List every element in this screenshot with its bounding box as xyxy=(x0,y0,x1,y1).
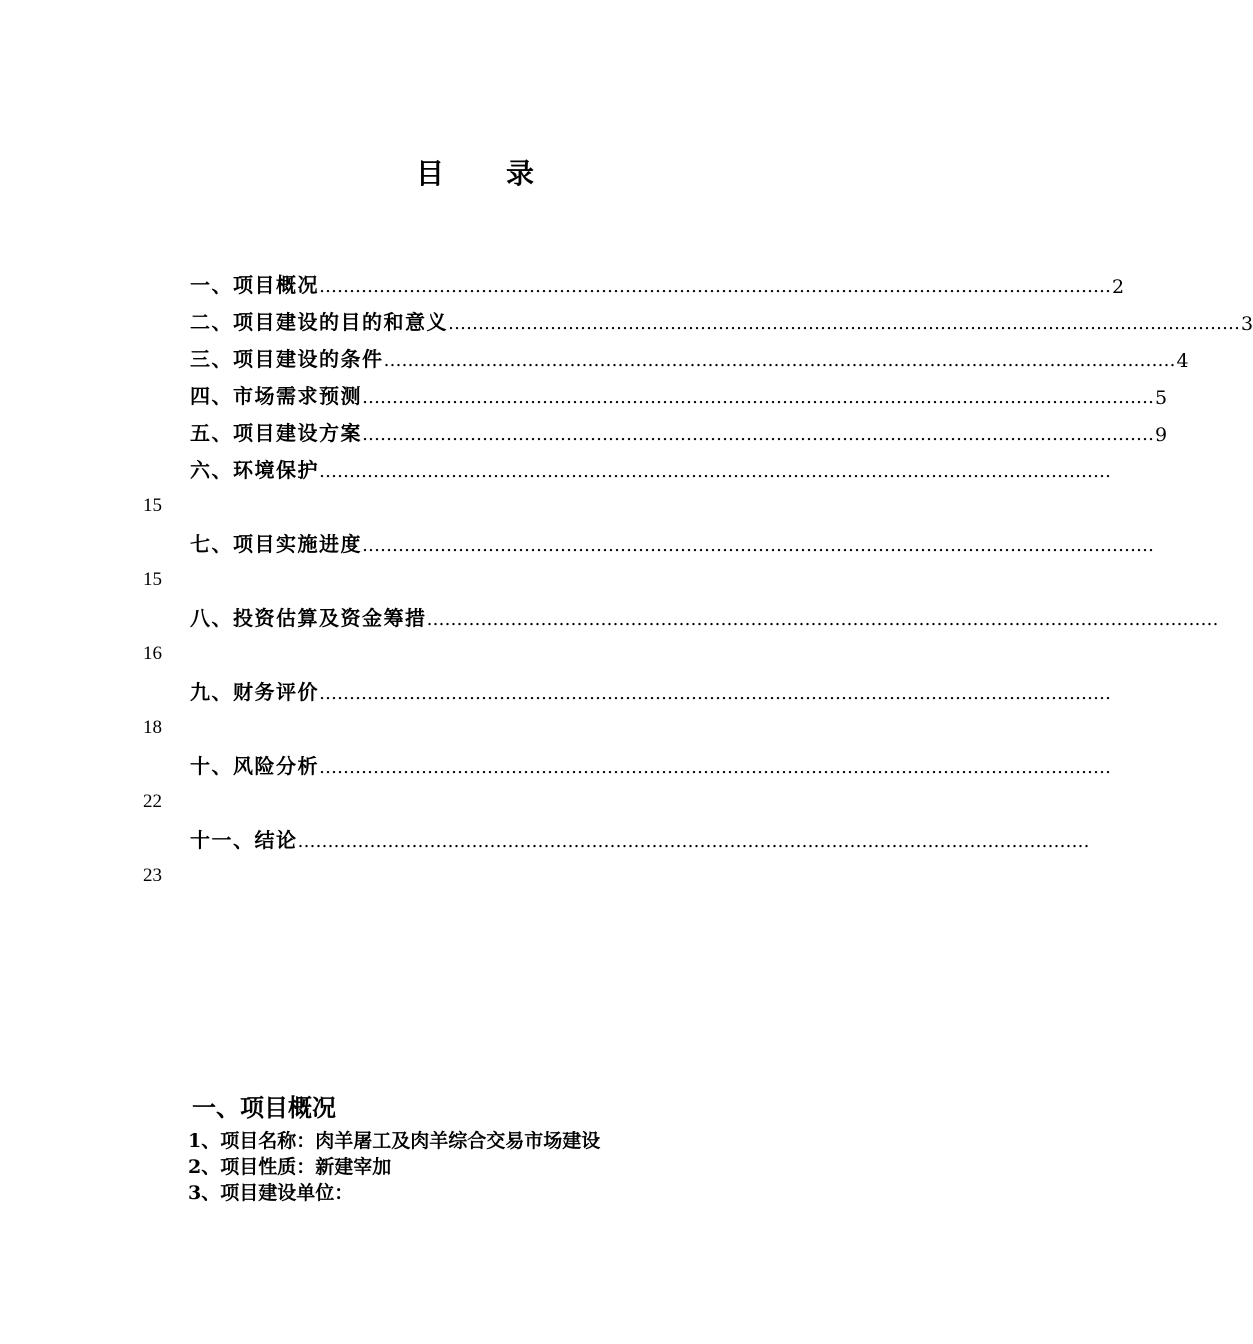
toc-entry-page: 18 xyxy=(143,717,162,738)
toc-entry-label: 九、财务评价 xyxy=(190,680,319,704)
toc-title-char-1: 目 xyxy=(415,157,444,190)
toc-entry[interactable] xyxy=(190,418,1168,446)
toc-leader-dots: …………………………………………………………………………………………………………………… xyxy=(297,831,1090,852)
project-unit-line: 3、项目建设单位： xyxy=(188,1182,354,1204)
toc-entry-page: 15 xyxy=(143,569,162,590)
toc-entry[interactable] xyxy=(190,270,1125,298)
toc-leader-dots: …………………………………………………………………………………………………………………… xyxy=(448,313,1240,334)
toc-entry-label: 七、项目实施进度 xyxy=(190,532,362,556)
toc-entry-page: 5 xyxy=(1155,387,1168,409)
toc-entry[interactable] xyxy=(190,455,1111,483)
toc-entry[interactable] xyxy=(190,307,1253,335)
toc-title-char-2: 录 xyxy=(506,157,535,190)
toc-leader-dots: …………………………………………………………………………………………………………………… xyxy=(319,757,1111,778)
toc-entry[interactable] xyxy=(190,825,1090,853)
toc-entry[interactable] xyxy=(190,344,1189,372)
toc-entry-page: 3 xyxy=(1241,313,1253,335)
toc-leader-dots: …………………………………………………………………………………………………………………… xyxy=(362,387,1154,408)
toc-entry-label: 四、市场需求预测 xyxy=(190,384,362,408)
toc-entry[interactable] xyxy=(190,677,1111,705)
toc-entry-page: 2 xyxy=(1112,276,1125,298)
toc-entry-label: 六、环境保护 xyxy=(190,458,319,482)
toc-title xyxy=(0,152,950,192)
toc-entry-label: 三、项目建设的条件 xyxy=(190,347,384,371)
toc-entry-page: 16 xyxy=(143,643,162,664)
toc-entry-label: 五、项目建设方案 xyxy=(190,421,362,445)
toc-leader-dots: …………………………………………………………………………………………………………………… xyxy=(362,424,1154,445)
project-name-line: 1、项目名称：肉羊屠工及肉羊综合交易市场建设 xyxy=(188,1130,601,1152)
toc-entry-page: 15 xyxy=(143,495,162,516)
toc-leader-dots: …………………………………………………………………………………………………………………… xyxy=(319,461,1111,482)
toc-leader-dots: …………………………………………………………………………………………………………………… xyxy=(319,683,1111,704)
toc-entry-page: 4 xyxy=(1176,350,1189,372)
toc-leader-dots: …………………………………………………………………………………………………………………… xyxy=(362,535,1154,556)
toc-entry-label: 八、投资估算及资金筹措 xyxy=(190,606,427,630)
toc-entry[interactable] xyxy=(190,381,1168,409)
toc-entry-page: 23 xyxy=(143,865,162,886)
toc-entry-label: 十一、结论 xyxy=(190,828,298,852)
toc-entry[interactable] xyxy=(190,603,1219,631)
toc-entry-label: 一、项目概况 xyxy=(190,273,319,297)
section-heading: 一、项目概况 xyxy=(192,1094,336,1122)
toc-entry[interactable] xyxy=(190,751,1111,779)
toc-leader-dots: …………………………………………………………………………………………………………………… xyxy=(383,350,1176,371)
toc-leader-dots: …………………………………………………………………………………………………………………… xyxy=(426,609,1219,630)
toc-entry[interactable] xyxy=(190,529,1154,557)
toc-entry-page: 22 xyxy=(143,791,162,812)
toc-entry-label: 十、风险分析 xyxy=(190,754,319,778)
toc-entry-label: 二、项目建设的目的和意义 xyxy=(190,310,448,334)
toc-entry-page: 9 xyxy=(1155,424,1168,446)
project-nature-line: 2、项目性质：新建宰加 xyxy=(188,1156,392,1178)
toc-leader-dots: …………………………………………………………………………………………………………………… xyxy=(319,276,1111,297)
